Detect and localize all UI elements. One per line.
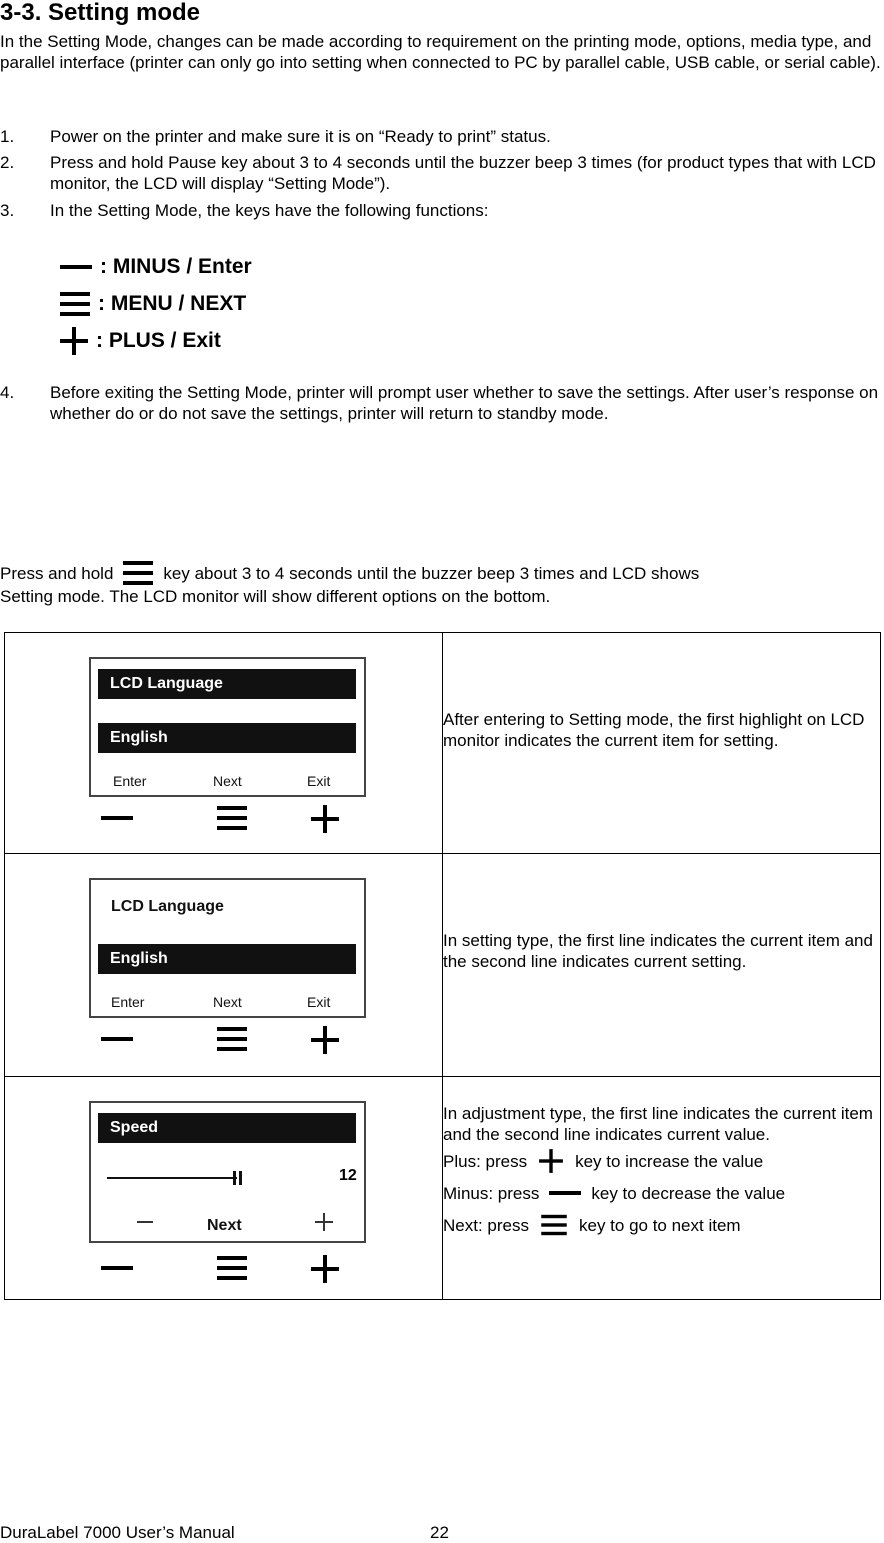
lcd-image-cell [5,1077,443,1300]
step-number: 4. [0,383,15,402]
lcd-display [89,657,366,797]
instruction-text: key to decrease the value [591,1183,786,1203]
hardware-keys [101,805,351,833]
menu-key-icon [60,291,90,317]
speed-gauge-marker [239,1171,242,1185]
soft-key-label: Exit [307,773,331,789]
menu-key-icon [217,1026,247,1052]
adjustment-description: In adjustment type, the first line indicates the current item and the second line indicates current value. [443,1104,873,1144]
step-number: 3. [0,201,15,220]
key-function-plus [60,326,221,356]
soft-key-label: Exit [307,994,331,1010]
soft-key-label: Next [213,773,242,789]
instruction-text: key to go to next item [578,1215,741,1235]
soft-key-label: Enter [113,773,147,789]
instruction-text: Next: press [443,1215,529,1235]
section-heading: 3-3. Setting mode [0,0,201,26]
intro-paragraph: In the Setting Mode, changes can be made according to requirement on the printing mode, options, media type, and parallel interface (printer can only go into setting when connected to PC by parallel cable, USB cable, or serial cable). [0,32,881,72]
key-function-label: : MENU / NEXT [98,292,247,315]
table-row [5,854,881,1077]
step-number: 1. [0,127,15,146]
lcd-line-2: English [98,944,356,974]
minus-key-icon [137,1221,153,1223]
plus-key-icon [311,1026,339,1054]
hardware-keys [101,1026,351,1054]
press-hold-paragraph [0,560,884,607]
lcd-display [89,878,366,1018]
instruction-text: key to increase the value [575,1151,764,1171]
plus-key-icon [539,1149,563,1173]
key-function-label: : PLUS / Exit [96,329,221,352]
step-number: 2. [0,153,15,172]
plus-key-icon [60,327,88,355]
next-instruction [443,1209,880,1241]
table-row [5,1077,881,1300]
row-description: In setting type, the first line indicates the current item and the second line indicates current setting. [443,854,881,1077]
press-hold-text: key about 3 to 4 seconds until the buzzer beep 3 times and LCD shows [163,563,700,583]
lcd-image-cell [5,633,443,854]
key-function-minus [60,252,252,282]
menu-key-icon [217,1255,247,1281]
step-text: Power on the printer and make sure it is on “Ready to print” status. [50,127,551,146]
table-row [5,633,881,854]
plus-instruction [443,1145,880,1177]
footer-page-number: 22 [430,1523,449,1542]
instruction-text: Minus: press [443,1183,540,1203]
press-hold-text: Setting mode. The LCD monitor will show different options on the bottom. [0,587,551,606]
lcd-value: 12 [339,1167,357,1184]
lcd-line-1: Speed [98,1113,356,1143]
plus-key-icon [315,1213,333,1231]
key-function-label: : MINUS / Enter [100,255,252,278]
minus-key-icon [101,1255,133,1281]
key-function-menu [60,289,246,319]
step-text: Press and hold Pause key about 3 to 4 seconds until the buzzer beep 3 times (for product types that with LCD monitor, the LCD will display “Setting Mode”). [50,153,876,193]
minus-key-icon [101,805,133,831]
speed-gauge-bar [107,1177,237,1179]
hardware-keys [101,1255,351,1283]
minus-key-icon [60,254,92,280]
step-text: In the Setting Mode, the keys have the following functions: [50,201,489,220]
menu-key-icon [123,560,153,586]
menu-key-icon [541,1214,567,1236]
press-hold-text: Press and hold [0,563,114,583]
minus-key-icon [101,1026,133,1052]
lcd-display [89,1101,366,1243]
row-description: After entering to Setting mode, the first highlight on LCD monitor indicates the current item for setting. [443,633,881,854]
lcd-image-cell [5,854,443,1077]
plus-key-icon [311,1255,339,1283]
footer-manual-title: DuraLabel 7000 User’s Manual [0,1523,235,1542]
menu-key-icon [217,805,247,831]
lcd-line-1: LCD Language [111,898,224,915]
row-description [443,1077,881,1300]
lcd-examples-table [4,632,881,1300]
speed-gauge-marker [233,1171,236,1185]
soft-key-label: Next [207,1217,242,1234]
lcd-line-2: English [98,723,356,753]
soft-key-label: Next [213,994,242,1010]
minus-key-icon [549,1180,581,1206]
plus-key-icon [311,805,339,833]
soft-key-label: Enter [111,994,145,1010]
lcd-line-1: LCD Language [98,669,356,699]
minus-instruction [443,1177,880,1209]
instruction-text: Plus: press [443,1151,528,1171]
step-text: Before exiting the Setting Mode, printer will prompt user whether to save the settings. After user’s response on whether do or do not save the settings, printer will return to standby mode. [50,383,879,423]
